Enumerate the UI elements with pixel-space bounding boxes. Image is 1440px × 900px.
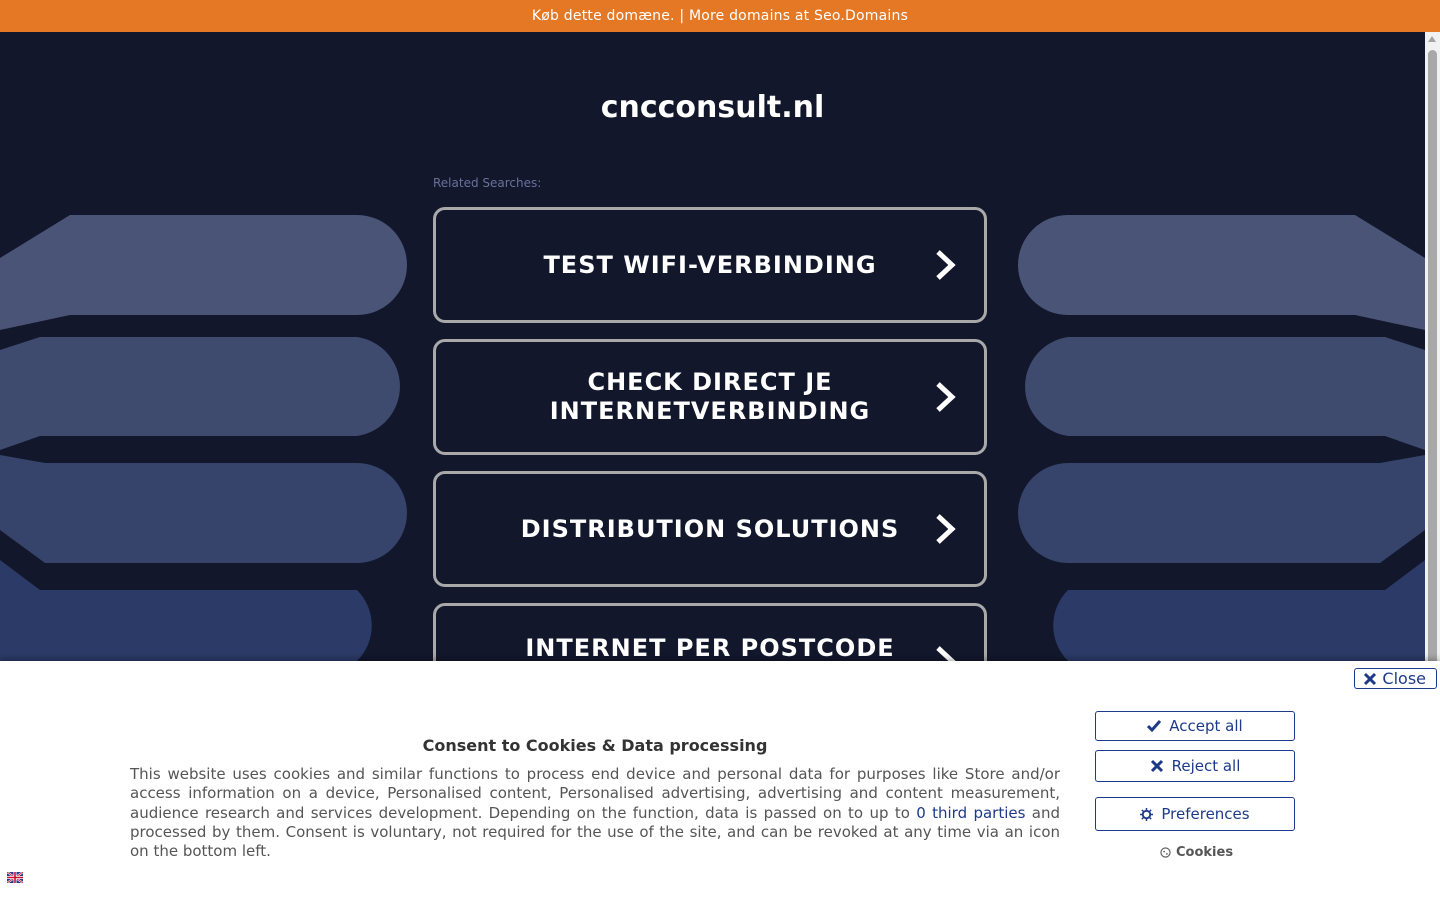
reject-all-button[interactable] [1095,750,1295,782]
close-button[interactable] [1354,668,1437,689]
search-link-1[interactable] [433,207,987,323]
chevron-right-icon [932,249,960,281]
cookies-link[interactable] [1160,845,1233,860]
accept-all-label: Accept all [1169,717,1243,735]
buy-domain-banner[interactable] [0,0,1440,32]
consent-text-after: and processed by them. Consent is voluntary, not required for the use of the site, and can be revoked at any time via an icon on the bottom left. [130,803,1060,861]
search-link-label: TEST WIFI-VERBINDING [543,250,877,279]
third-parties-link[interactable]: 0 third parties [916,803,1026,822]
chevron-right-icon [932,513,960,545]
close-icon [1363,672,1377,686]
more-domains-link[interactable]: More domains at Seo.Domains [688,8,909,24]
gear-icon [1140,808,1153,821]
search-link-label: CHECK DIRECT JE INTERNETVERBINDING [549,368,871,425]
scroll-up-icon[interactable] [1428,36,1436,42]
preferences-button[interactable] [1095,797,1295,831]
cookies-label: Cookies [1176,845,1234,860]
reject-all-label: Reject all [1171,757,1241,775]
close-label: Close [1382,669,1426,688]
related-searches-label: Related Searches: [433,176,542,190]
check-icon [1147,720,1161,732]
scrollbar-thumb[interactable] [1428,50,1437,680]
preferences-label: Preferences [1161,805,1250,823]
cookie-consent-panel [0,661,1440,900]
accept-all-button[interactable] [1095,711,1295,741]
x-icon [1150,759,1164,773]
domain-title: cncconsult.nl [600,90,825,125]
banner-separator: | [674,8,689,24]
search-link-label: INTERNET PER POSTCODE [525,633,895,662]
search-link-3[interactable] [433,471,987,587]
consent-title: Consent to Cookies & Data processing [422,736,768,755]
search-link-label: DISTRIBUTION SOLUTIONS [520,514,900,543]
search-link-2[interactable] [433,339,987,455]
consent-text [130,765,1060,861]
cookie-icon [1160,847,1171,858]
consent-text-before: This website uses cookies and similar functions to process end device and personal data for purposes like Store and/or access information on a device, Personalised content, Personalised advertising, advertising and content measurement, audience research and services development. Depending on the function, data is passed on to up to [130,765,1060,822]
language-flag-icon[interactable] [7,872,23,883]
buy-domain-link[interactable]: Køb dette domæne. [531,8,675,24]
chevron-right-icon [932,381,960,413]
